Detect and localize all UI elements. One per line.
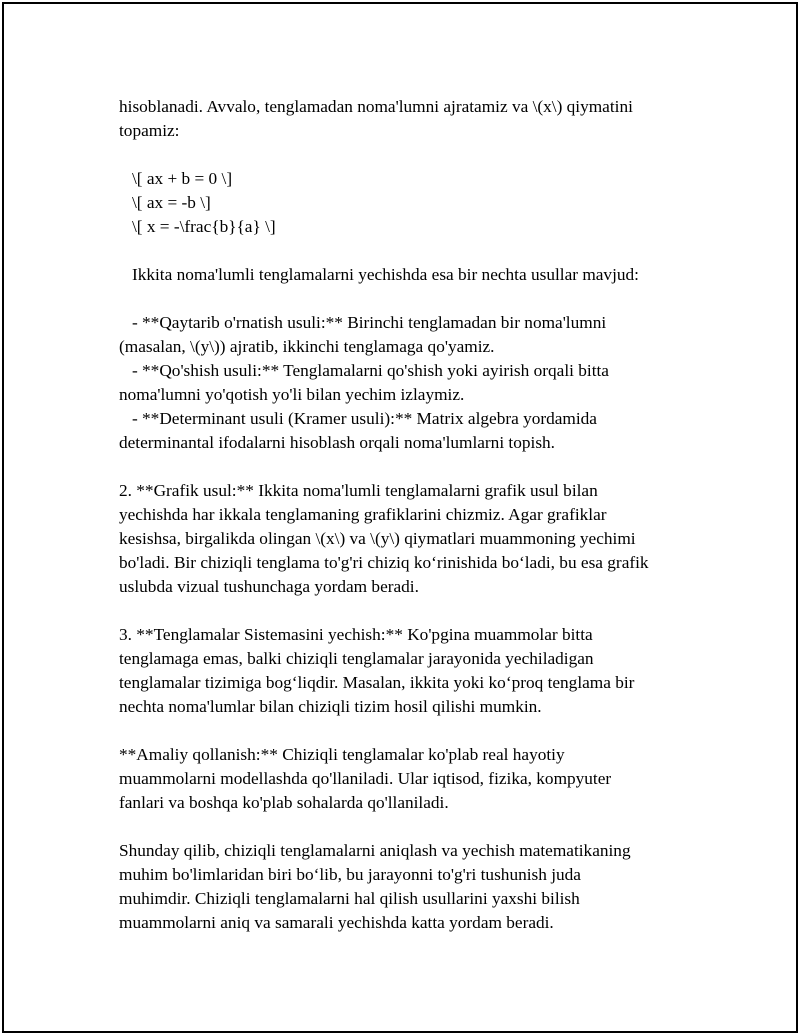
text-line: - **Determinant usuli (Kramer usuli):** Matrix algebra yordamida: [119, 409, 597, 428]
text-line: uslubda vizual tushunchaga yordam beradi.: [119, 577, 419, 596]
blank-line: [119, 815, 689, 839]
text-line: Shunday qilib, chiziqli tenglamalarni aniqlash va yechish matematikaning: [119, 841, 631, 860]
text-line: muammolarni aniq va samarali yechishda katta yordam beradi.: [119, 913, 554, 932]
text-line: 2. **Grafik usul:** Ikkita noma'lumli tenglamalarni grafik usul bilan: [119, 481, 598, 500]
text-line: topamiz:: [119, 121, 180, 140]
text-line: yechishda har ikkala tenglamaning grafiklarini chizmiz. Agar grafiklar: [119, 505, 607, 524]
text-line: (masalan, \(y\)) ajratib, ikkinchi tenglamaga qo'yamiz.: [119, 337, 495, 356]
text-line: Ikkita noma'lumli tenglamalarni yechishda esa bir nechta usullar mavjud:: [119, 265, 639, 284]
text-line: - **Qo'shish usuli:** Tenglamalarni qo'shish yoki ayirish orqali bitta: [119, 361, 609, 380]
blank-line: [119, 143, 689, 167]
text-line: nechta noma'lumlar bilan chiziqli tizim hosil qilishi mumkin.: [119, 697, 542, 716]
text-line: muhim bo'limlaridan biri bo‘lib, bu jarayonni to'g'ri tushunish juda: [119, 865, 581, 884]
text-line: - **Qaytarib o'rnatish usuli:** Birinchi tenglamadan bir noma'lumni: [119, 313, 607, 332]
text-line: muammolarni modellashda qo'llaniladi. Ular iqtisod, fizika, kompyuter: [119, 769, 612, 788]
text-line: tenglamalar tizimiga bog‘liqdir. Masalan, ikkita yoki ko‘proq tenglama bir: [119, 673, 635, 692]
blank-line: [119, 455, 689, 479]
document-page: [2, 2, 798, 1033]
text-line: bo'ladi. Bir chiziqli tenglama to'g'ri chiziq ko‘rinishida bo‘ladi, bu esa grafik: [119, 553, 649, 572]
text-line: muhimdir. Chiziqli tenglamalarni hal qilish usullarini yaxshi bilish: [119, 889, 580, 908]
blank-line: [119, 239, 689, 263]
document-body: [119, 95, 689, 935]
text-line: 3. **Tenglamalar Sistemasini yechish:** Ko'pgina muammolar bitta: [119, 625, 593, 644]
blank-line: [119, 719, 689, 743]
blank-line: [119, 287, 689, 311]
text-line: hisoblanadi. Avvalo, tenglamadan noma'lumni ajratamiz va \(x\) qiymatini: [119, 97, 633, 116]
blank-line: [119, 599, 689, 623]
text-line: \[ ax + b = 0 \]: [119, 169, 233, 188]
text-line: \[ ax = -b \]: [119, 193, 211, 212]
text-line: noma'lumni yo'qotish yo'li bilan yechim izlaymiz.: [119, 385, 465, 404]
text-line: determinantal ifodalarni hisoblash orqali noma'lumlarni topish.: [119, 433, 556, 452]
text-line: \[ x = -\frac{b}{a} \]: [119, 217, 276, 236]
text-line: tenglamaga emas, balki chiziqli tenglamalar jarayonida yechiladigan: [119, 649, 594, 668]
text-line: **Amaliy qollanish:** Chiziqli tenglamalar ko'plab real hayotiy: [119, 745, 565, 764]
text-line: fanlari va boshqa ko'plab sohalarda qo'llaniladi.: [119, 793, 449, 812]
text-line: kesishsa, birgalikda olingan \(x\) va \(y\) qiymatlari muammoning yechimi: [119, 529, 636, 548]
